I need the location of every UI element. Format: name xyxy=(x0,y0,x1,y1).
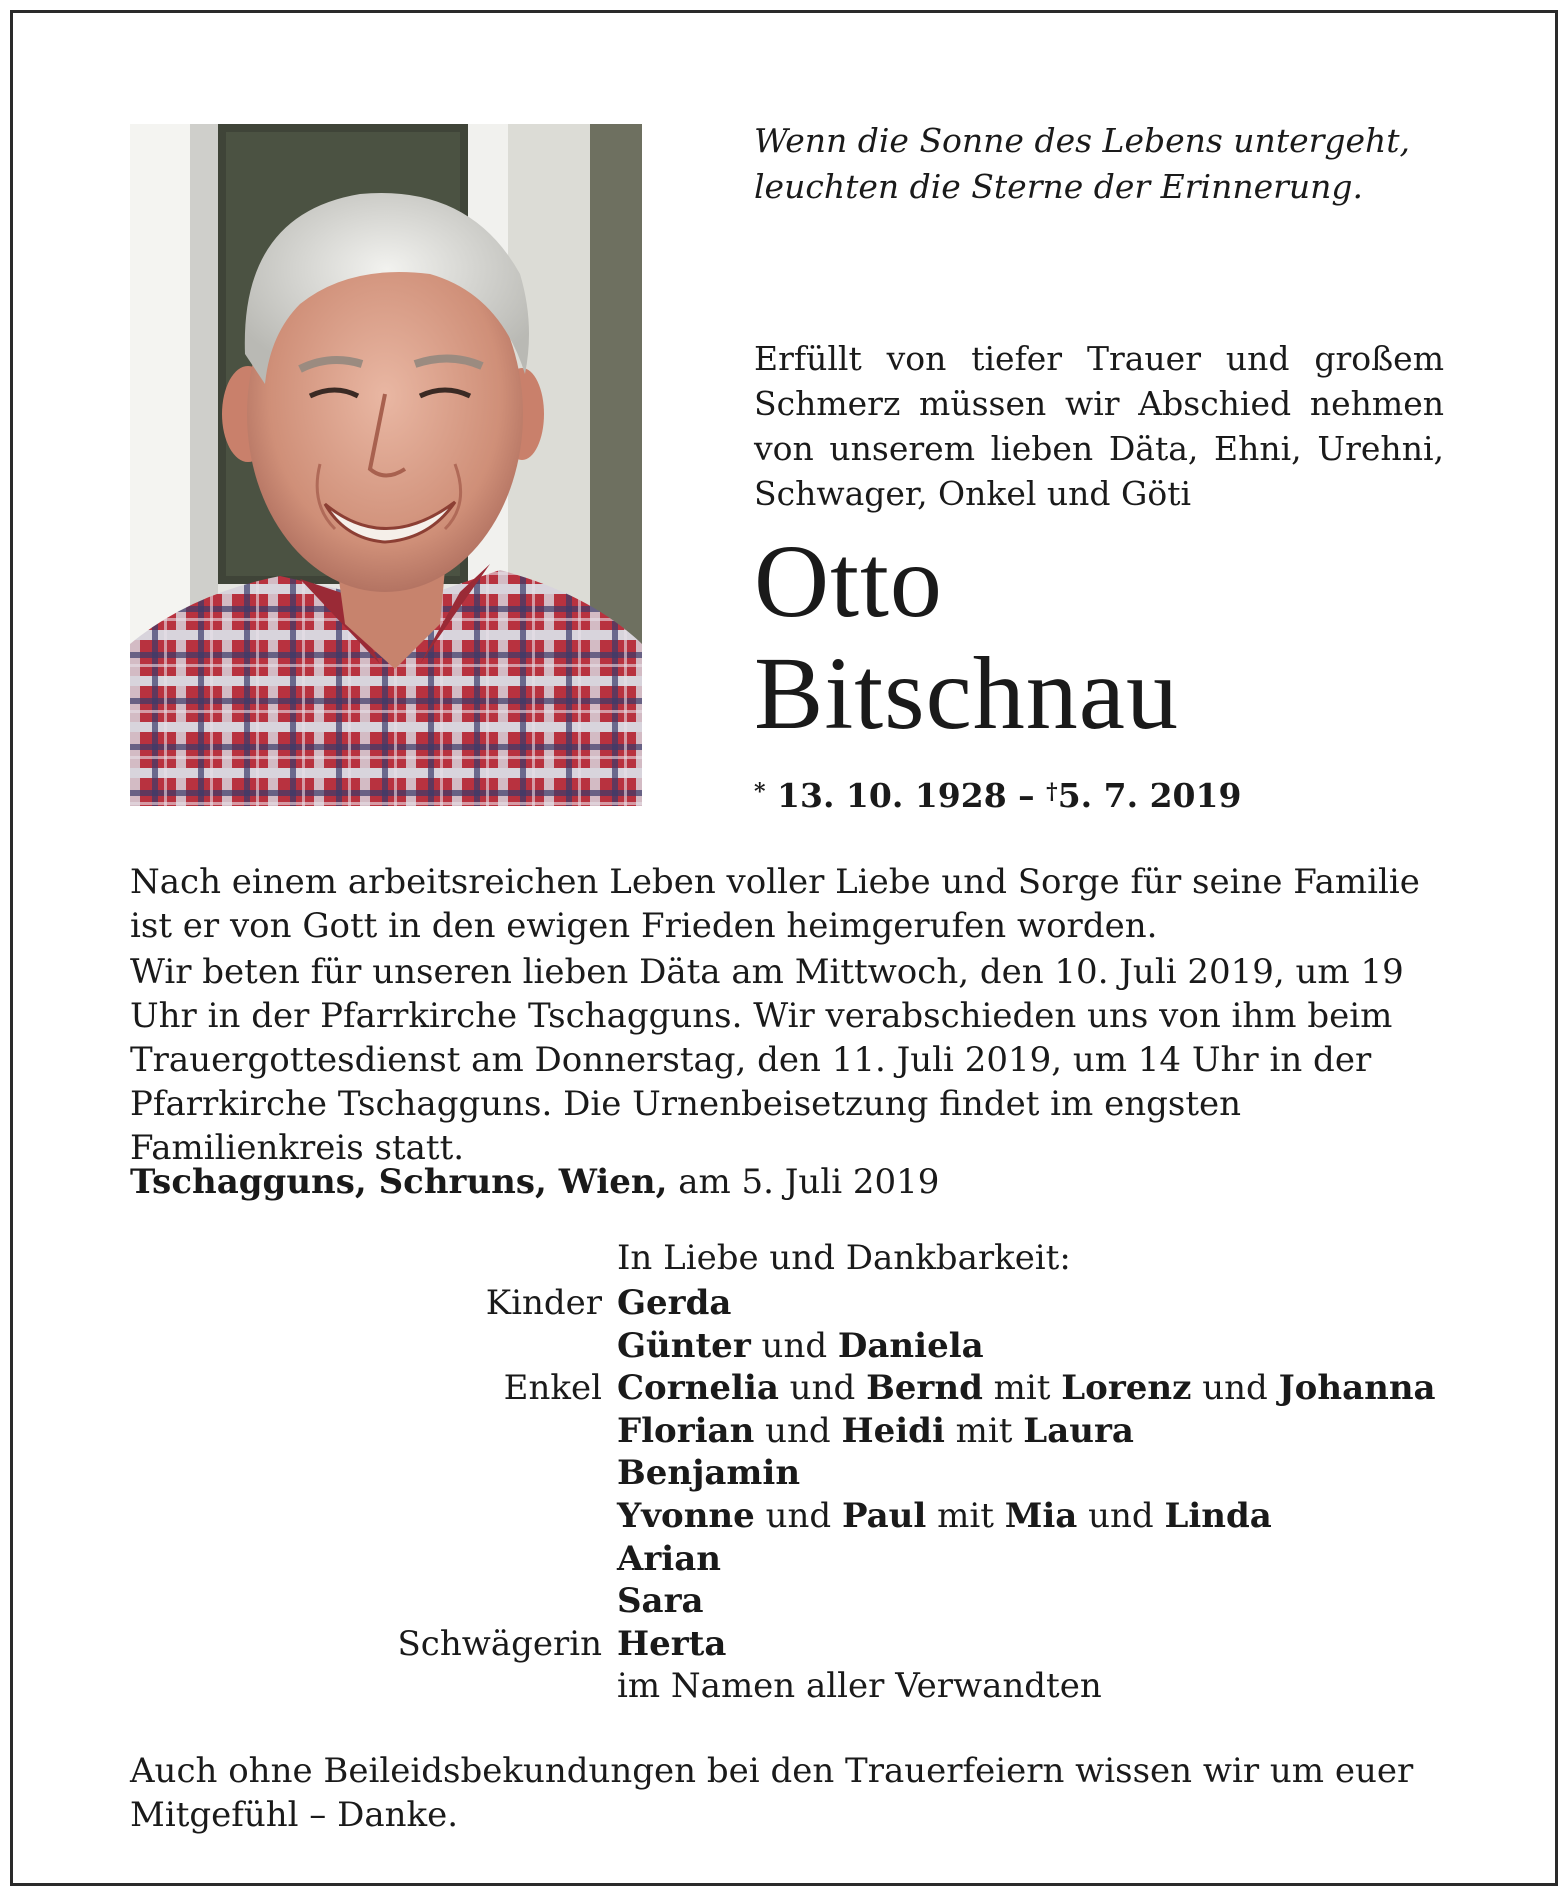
connector-text: mit xyxy=(926,1496,1005,1536)
motto-line-2: leuchten die Sterne der Erinnerung. xyxy=(754,167,1364,206)
signature-row xyxy=(0,1665,1568,1708)
family-member-name: Benjamin xyxy=(617,1453,801,1494)
family-member-name: Cornelia xyxy=(617,1368,779,1409)
connector-text: und xyxy=(754,1410,842,1451)
family-member-name: Bernd xyxy=(866,1368,983,1409)
relation-label: Kinder xyxy=(485,1283,602,1323)
closing-text: Auch ohne Beileidsbekundungen bei den Trauerfeiern wissen wir um euer Mitgefühl – Danke. xyxy=(130,1751,1414,1835)
signature-row xyxy=(0,1538,1568,1581)
family-member-name: Johanna xyxy=(1278,1368,1436,1409)
family-member-name: Daniela xyxy=(837,1325,984,1366)
birth-date: 13. 10. 1928 xyxy=(777,776,1007,815)
signature-row xyxy=(0,1452,1568,1495)
intro-text: Erfüllt von tiefer Trauer und großem Schmerz müssen wir Abschied nehmen von unserem lieben Däta, Ehni, Urehni, Schwager, Onkel und Göti xyxy=(754,339,1444,513)
paragraph-services: Wir beten für unseren lieben Däta am Mittwoch, den 10. Juli 2019, um 19 Uhr in der Pfarrkirche Tschagguns. Wir verabschieden uns von ihm beim Trauergottesdienst am Donnerstag, den 11. Juli 2019, um 14 Uhr in der Pfarrkirche Tschagguns. Die Urnenbeisetzung findet im engsten Familienkreis statt. xyxy=(130,952,1404,1168)
signature-row xyxy=(0,1367,1568,1410)
last-name: Bitschnau xyxy=(754,636,1179,751)
family-member-name: Arian xyxy=(617,1538,721,1579)
birth-symbol: * xyxy=(754,779,766,805)
family-names xyxy=(617,1538,721,1581)
family-member-name: Florian xyxy=(617,1410,755,1451)
family-member-name: Heidi xyxy=(841,1410,945,1451)
family-names xyxy=(617,1580,704,1623)
family-member-name: Sara xyxy=(617,1581,704,1622)
connector-text: und xyxy=(750,1325,838,1366)
place-date: am 5. Juli 2019 xyxy=(678,1162,940,1202)
relation-label: Schwägerin xyxy=(397,1623,602,1664)
motto-quote xyxy=(754,118,1474,210)
family-names xyxy=(617,1665,1102,1708)
portrait-photo xyxy=(130,124,642,806)
signature-heading: In Liebe und Dankbarkeit: xyxy=(617,1238,1071,1278)
place-and-date xyxy=(130,1160,939,1204)
family-member-name: Günter xyxy=(617,1325,751,1366)
motto-line-1: Wenn die Sonne des Lebens untergeht, xyxy=(754,121,1411,160)
family-member-name: Laura xyxy=(1023,1410,1134,1451)
family-member-name: Mia xyxy=(1004,1496,1078,1536)
family-names xyxy=(617,1367,1436,1410)
connector-text: und xyxy=(778,1368,867,1409)
family-names xyxy=(617,1452,800,1495)
relation-label: Enkel xyxy=(503,1368,602,1409)
signature-row xyxy=(0,1325,1568,1368)
family-member-name: Lorenz xyxy=(1061,1368,1192,1409)
family-member-name: Gerda xyxy=(617,1283,732,1323)
family-names xyxy=(617,1623,726,1666)
connector-text: im Namen aller Verwandten xyxy=(617,1666,1102,1707)
signature-row xyxy=(0,1495,1568,1538)
family-member-name: Paul xyxy=(841,1496,927,1536)
family-member-name: Herta xyxy=(617,1623,727,1664)
connector-text: mit xyxy=(944,1410,1024,1451)
connector-text: und xyxy=(1191,1368,1279,1409)
connector-text: mit xyxy=(982,1368,1062,1409)
deceased-name xyxy=(754,526,1179,750)
place-towns: Tschagguns, Schruns, Wien, xyxy=(130,1162,668,1202)
family-member-name: Yvonne xyxy=(617,1496,755,1536)
death-symbol: † xyxy=(1046,779,1058,805)
death-date: 5. 7. 2019 xyxy=(1057,776,1242,815)
connector-text: und xyxy=(1077,1496,1165,1536)
family-member-name: Linda xyxy=(1164,1496,1272,1536)
family-names xyxy=(617,1495,1272,1538)
signature-row xyxy=(0,1623,1568,1666)
family-names xyxy=(617,1325,984,1368)
connector-text: und xyxy=(754,1496,842,1536)
date-separator: – xyxy=(1018,776,1035,815)
signature-row xyxy=(0,1410,1568,1453)
signature-row xyxy=(0,1580,1568,1623)
family-names xyxy=(617,1282,731,1325)
first-name: Otto xyxy=(754,524,943,639)
signature-row xyxy=(0,1282,1568,1325)
paragraph-life: Nach einem arbeitsreichen Leben voller Liebe und Sorge für seine Familie ist er von Gott in den ewigen Frieden heimgerufen worden. xyxy=(130,862,1420,946)
life-dates xyxy=(754,770,1241,818)
family-names xyxy=(617,1410,1134,1453)
